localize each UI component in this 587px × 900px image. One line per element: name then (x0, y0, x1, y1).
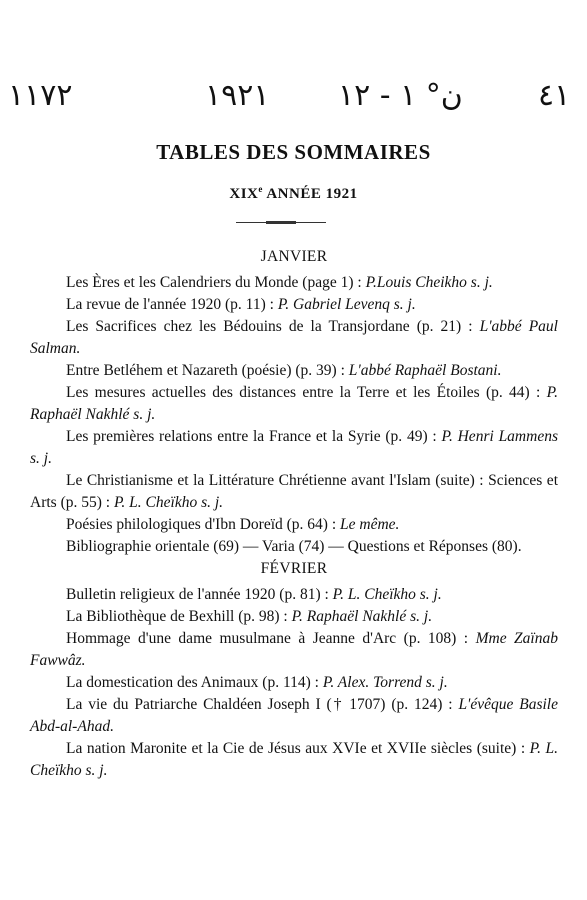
list-item: Bulletin religieux de l'année 1920 (p. 81) : P. L. Cheïkho s. j. (66, 586, 442, 603)
section-heading-janvier: JANVIER (260, 248, 328, 265)
list-item: Les mesures actuelles des distances entre la Terre et les Étoiles (p. 44) : P. Raphaël Nakhlé s. j. (30, 384, 558, 423)
list-item: Les premières relations entre la France et la Syrie (p. 49) : P. Henri Lammens s. j. (30, 428, 558, 467)
year-heading: XIXe ANNÉE 1921 (229, 184, 358, 202)
contents-list (30, 248, 558, 782)
list-item: La domestication des Animaux (p. 114) : P. Alex. Torrend s. j. (66, 674, 448, 691)
handwritten-number-3: ن° ١ - ١٢ (338, 78, 463, 113)
list-item: Le Christianisme et la Littérature Chrétienne avant l'Islam (suite) : Sciences et Arts (p. 55) : P. L. Cheïkho s. j. (30, 472, 558, 511)
handwritten-number-2: ١٩٢١ (205, 78, 270, 113)
handwritten-number-4: ٤١ (538, 78, 571, 113)
section-heading-fevrier: FÉVRIER (260, 560, 328, 577)
list-item: Hommage d'une dame musulmane à Jeanne d'Arc (p. 108) : Mme Zaïnab Fawwâz. (30, 630, 558, 669)
list-item: Poésies philologiques d'Ibn Doreïd (p. 64) : Le même. (66, 516, 400, 533)
list-item: Les Sacrifices chez les Bédouins de la Transjordane (p. 21) : L'abbé Paul Salman. (30, 318, 558, 357)
list-item: La vie du Patriarche Chaldéen Joseph I († 1707) (p. 124) : L'évêque Basile Abd-al-Ahad. (30, 696, 558, 735)
handwritten-number-1: ١١٧٢ (8, 78, 73, 113)
list-item: La nation Maronite et la Cie de Jésus aux XVIe et XVIIe siècles (suite) : P. L. Cheïkho s. j. (30, 740, 558, 779)
list-item: La revue de l'année 1920 (p. 11) : P. Gabriel Levenq s. j. (66, 296, 416, 313)
list-item: La Bibliothèque de Bexhill (p. 98) : P. Raphaël Nakhlé s. j. (66, 608, 433, 625)
list-item: Les Ères et les Calendriers du Monde (page 1) : P.Louis Cheikho s. j. (66, 274, 493, 291)
page-title: TABLES DES SOMMAIRES (156, 140, 431, 164)
divider-rule (236, 222, 326, 223)
list-item: Bibliographie orientale (69) — Varia (74) — Questions et Réponses (80). (66, 538, 522, 555)
list-item: Entre Betléhem et Nazareth (poésie) (p. 39) : L'abbé Raphaël Bostani. (66, 362, 502, 379)
